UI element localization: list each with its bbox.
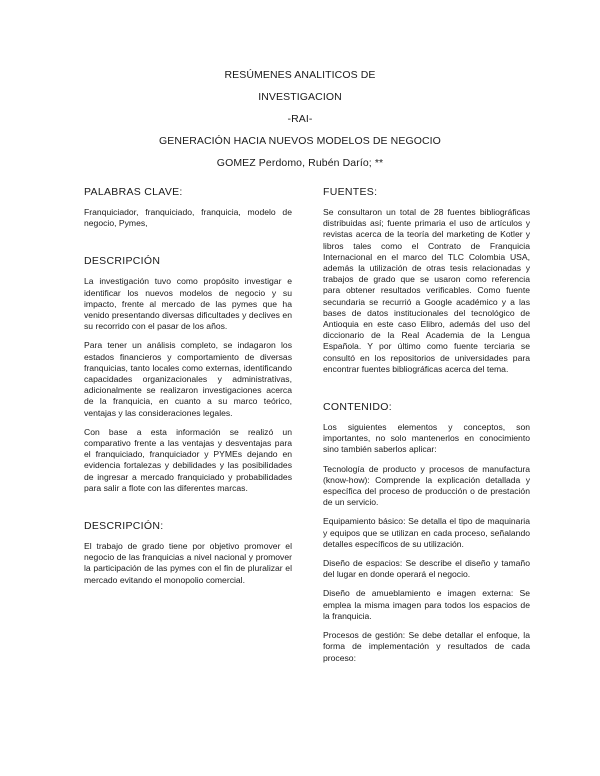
content-item: Diseño de espacios: Se describe el diseño y tamaño del lugar en donde operará el negocio. <box>323 558 530 580</box>
keywords-text: Franquiciador, franquiciado, franquicia, modelo de negocio, Pymes, <box>84 207 292 229</box>
content-item: Diseño de amueblamiento e imagen externa: Se emplea la misma imagen para todos los espacios de la franquicia. <box>323 588 530 621</box>
content-item: Tecnología de producto y procesos de manufactura (know-how): Comprende la explicación detallada y específica del proceso de producción o de prestación de un servicio. <box>323 463 530 508</box>
left-column <box>84 186 292 586</box>
description-paragraph-2: Para tener un análisis completo, se indagaron los estados financieros y comportamiento de diversas franquicias, tanto locales como externas, identificando capacidades organizacionales y administrativas, adicionalmente se realizaron investigaciones acerca de la franquicia, en cuanto a su marco teórico, ventajas y las consideraciones legales. <box>84 340 292 418</box>
sources-text: Se consultaron un total de 28 fuentes bibliográficas distribuidas así; fuente primaria el uso de artículos y revistas acerca de la teoría del marketing de Kotler y libros tales como el Contrato de Franquicia Internacional en el marco del TLC Colombia USA, además la utilización de otras tesis relacionadas y trabajos de grado que se usaron como referencia para obtener resultados verificables. Como fuente secundaria se recurrió a Google académico y a las bases de datos institucionales del tecnológico de Antioquia en este caso Elibro, además del uso del diccionario de la Real Academia de la Lengua Española. Y por último como fuente terciaria se consultó en los repositorios de universidades para encontrar fuentes bibliográficas acerca del tema. <box>323 207 530 374</box>
description-heading-2: DESCRIPCIÓN: <box>84 520 164 533</box>
content-item: Procesos de gestión: Se debe detallar el enfoque, la forma de implementación y resultados de cada proceso: <box>323 630 530 663</box>
description-heading: DESCRIPCIÓN <box>84 255 161 268</box>
content-item: Equipamiento básico: Se detalla el tipo de maquinaria y equipos que se utilizan en cada proceso, señalando detalles específicos de su utilización. <box>323 516 530 549</box>
document-header <box>0 68 600 178</box>
author-line: GOMEZ Perdomo, Rubén Darío; ** <box>216 157 384 169</box>
content-intro: Los siguientes elementos y conceptos, son importantes, no solo mantenerlos en conocimiento sino también saberlos aplicar: <box>323 422 530 455</box>
title-line-2: INVESTIGACION <box>258 91 342 103</box>
description-paragraph-1: La investigación tuvo como propósito investigar e identificar los nuevos modelos de negocio y su impacto, frente al mercado de las pymes que ha venido presentando diversas dificultades y declives en su recorrido con el pasar de los años. <box>84 276 292 332</box>
content-heading: CONTENIDO: <box>323 401 392 414</box>
sources-heading: FUENTES: <box>323 186 378 198</box>
document-title: GENERACIÓN HACIA NUEVOS MODELOS DE NEGOCIO <box>159 135 441 147</box>
right-column <box>323 186 530 664</box>
title-line-3: -RAI- <box>287 113 313 125</box>
keywords-heading: PALABRAS CLAVE: <box>84 186 183 198</box>
description-2-paragraph: El trabajo de grado tiene por objetivo promover el negocio de las franquicias a nivel nacional y promover la participación de las pymes con el fin de pluralizar el mercado evitando el monopolio comercial. <box>84 541 292 585</box>
description-paragraph-3: Con base a esta información se realizó un comparativo frente a las ventajas y desventajas para el franquiciado, franquiciador y PYMEs dejando en evidencia fortalezas y debilidades y las posibilidades de ingresar a mercado franquiciado y probabilidades para salir a flote con las diferentes marcas. <box>84 426 292 493</box>
title-line-1: RESÚMENES ANALITICOS DE <box>224 69 376 81</box>
